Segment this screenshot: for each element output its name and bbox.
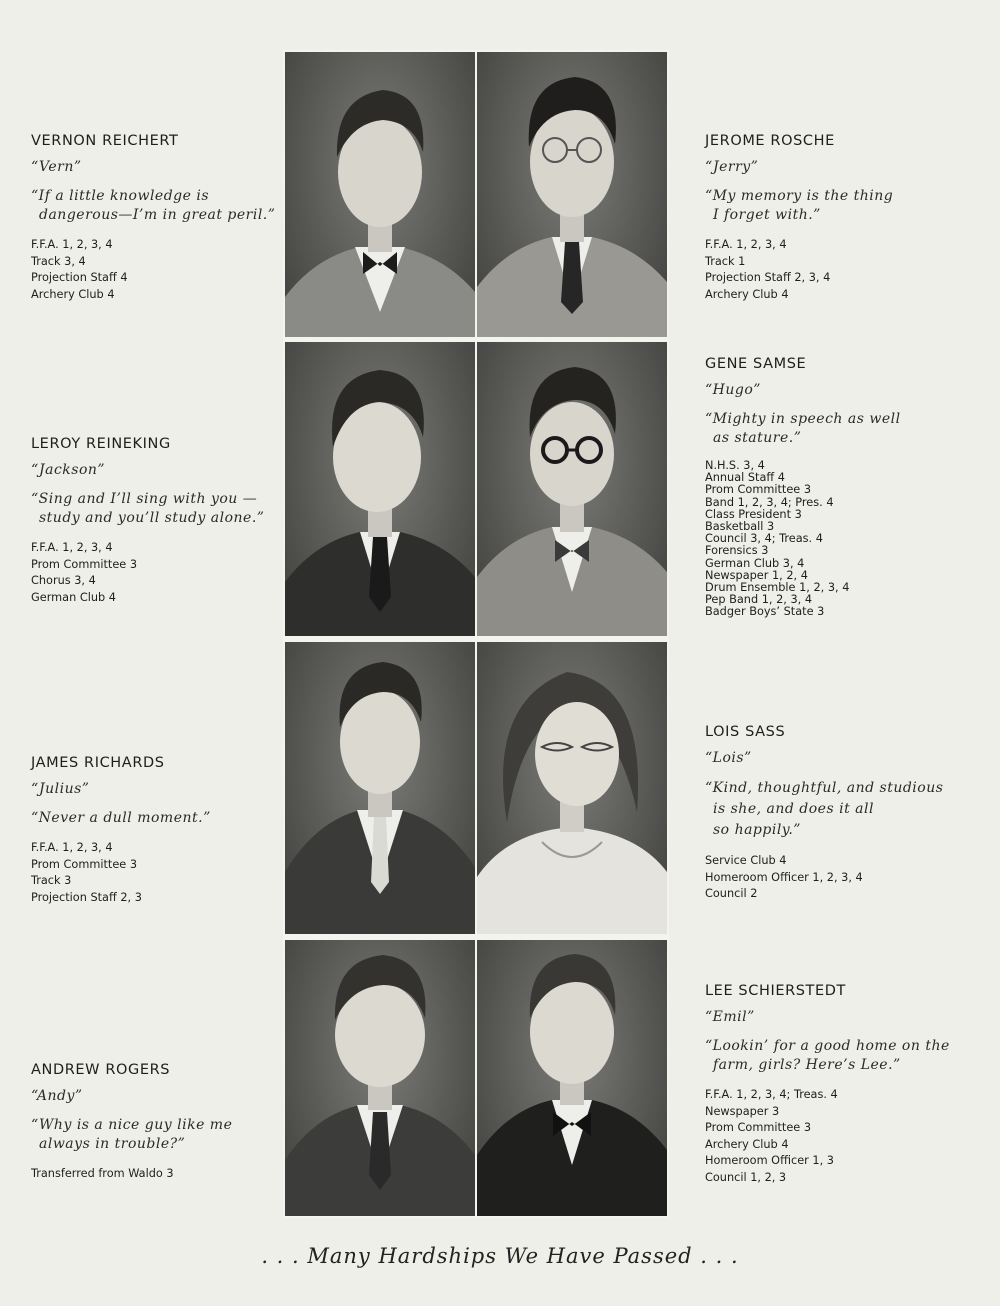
activity-item: Archery Club 4 bbox=[31, 287, 115, 301]
quote-line: as stature.” bbox=[713, 430, 802, 446]
activity-item: Track 3 bbox=[31, 874, 72, 887]
activity-item: F.F.A. 1, 2, 3, 4 bbox=[31, 841, 113, 854]
activity-item: Annual Staff 4 bbox=[705, 471, 785, 485]
activity-item: Service Club 4 bbox=[705, 854, 787, 867]
quote-line: “Lookin’ for a good home on the bbox=[705, 1038, 950, 1054]
entry-lois-sass bbox=[705, 724, 965, 903]
student-name: GENE SAMSE bbox=[705, 356, 807, 372]
activity-item: German Club 4 bbox=[31, 590, 116, 604]
student-quote bbox=[705, 778, 965, 841]
student-name: LEROY REINEKING bbox=[31, 436, 171, 452]
portrait-gene-samse bbox=[477, 342, 667, 636]
activity-list bbox=[31, 237, 291, 303]
activity-item: Pep Band 1, 2, 3, 4 bbox=[705, 593, 813, 607]
student-quote bbox=[705, 410, 965, 448]
activity-item: Prom Committee 3 bbox=[31, 557, 138, 571]
activity-item: F.F.A. 1, 2, 3, 4 bbox=[31, 541, 113, 554]
activity-item: Transferred from Waldo 3 bbox=[31, 1167, 174, 1180]
activity-item: Drum Ensemble 1, 2, 3, 4 bbox=[705, 581, 850, 595]
activity-item: Newspaper 3 bbox=[705, 1104, 780, 1118]
student-nickname: “Lois” bbox=[705, 750, 752, 766]
activity-item: Projection Staff 4 bbox=[31, 271, 128, 284]
portrait-james-richards bbox=[285, 642, 475, 934]
student-nickname: “Julius” bbox=[31, 781, 90, 797]
quote-line: I forget with.” bbox=[713, 207, 821, 223]
entry-vernon-reichert bbox=[31, 133, 291, 303]
activity-item: N.H.S. 3, 4 bbox=[705, 459, 765, 472]
quote-line: “My memory is the thing bbox=[705, 188, 894, 204]
entry-jerome-rosche bbox=[705, 133, 965, 303]
activity-item: F.F.A. 1, 2, 3, 4; Treas. 4 bbox=[705, 1088, 838, 1101]
student-nickname: “Jackson” bbox=[31, 462, 106, 478]
activity-item: Prom Committee 3 bbox=[705, 1121, 812, 1134]
student-quote bbox=[705, 187, 965, 225]
portrait-andrew-rogers bbox=[285, 940, 475, 1216]
portrait-lois-sass bbox=[477, 642, 667, 934]
student-quote bbox=[705, 1037, 965, 1075]
student-quote bbox=[31, 1116, 291, 1154]
portrait-lee-schierstedt bbox=[477, 940, 667, 1216]
student-name: JAMES RICHARDS bbox=[31, 755, 165, 771]
activity-item: F.F.A. 1, 2, 3, 4 bbox=[31, 238, 113, 251]
quote-line: dangerous—I’m in great peril.” bbox=[39, 207, 276, 223]
entry-lee-schierstedt bbox=[705, 983, 965, 1186]
entry-andrew-rogers bbox=[31, 1062, 291, 1183]
activity-list bbox=[31, 540, 291, 606]
quote-line: study and you’ll study alone.” bbox=[39, 510, 265, 526]
activity-item: Projection Staff 2, 3, 4 bbox=[705, 271, 831, 284]
activity-item: Band 1, 2, 3, 4; Pres. 4 bbox=[705, 495, 834, 509]
activity-item: Projection Staff 2, 3 bbox=[31, 890, 142, 904]
student-name: LOIS SASS bbox=[705, 724, 786, 740]
activity-item: Class President 3 bbox=[705, 507, 802, 521]
portrait-leroy-reineking bbox=[285, 342, 475, 636]
activity-item: Council 2 bbox=[705, 887, 758, 900]
quote-line: “Sing and I’ll sing with you — bbox=[31, 491, 258, 507]
activity-list bbox=[31, 840, 291, 906]
activity-list bbox=[705, 1087, 965, 1186]
portrait-jerome-rosche bbox=[477, 52, 667, 337]
quote-line: “Mighty in speech as well bbox=[705, 411, 901, 427]
activity-item: Prom Committee 3 bbox=[31, 857, 138, 871]
student-name: ANDREW ROGERS bbox=[31, 1062, 171, 1078]
quote-line: “If a little knowledge is bbox=[31, 188, 210, 204]
page-footer-caption: . . . Many Hardships We Have Passed . . . bbox=[261, 1244, 739, 1268]
activity-item: Archery Club 4 bbox=[705, 287, 789, 301]
activity-item: F.F.A. 1, 2, 3, 4 bbox=[705, 238, 787, 251]
quote-line: “Never a dull moment.” bbox=[31, 810, 211, 826]
student-name: LEE SCHIERSTEDT bbox=[705, 983, 847, 999]
quote-line: is she, and does it all bbox=[713, 801, 874, 817]
activity-item: Newspaper 1, 2, 4 bbox=[705, 568, 808, 582]
portrait-grid bbox=[283, 50, 669, 1218]
student-nickname: “Jerry” bbox=[705, 159, 759, 175]
student-name: VERNON REICHERT bbox=[31, 133, 179, 149]
activity-list bbox=[31, 1166, 291, 1183]
activity-item: Homeroom Officer 1, 2, 3, 4 bbox=[705, 870, 863, 884]
activity-item: Track 3, 4 bbox=[31, 254, 86, 268]
activity-list bbox=[705, 853, 965, 903]
student-quote bbox=[31, 490, 291, 528]
activity-item: Council 1, 2, 3 bbox=[705, 1170, 787, 1184]
activity-item: Forensics 3 bbox=[705, 544, 769, 558]
student-nickname: “Andy” bbox=[31, 1088, 83, 1104]
portrait-vernon-reichert bbox=[285, 52, 475, 337]
activity-item: German Club 3, 4 bbox=[705, 556, 805, 570]
student-nickname: “Vern” bbox=[31, 159, 82, 175]
activity-item: Homeroom Officer 1, 3 bbox=[705, 1154, 834, 1167]
activity-list bbox=[705, 460, 965, 619]
student-quote bbox=[31, 809, 291, 828]
activity-item: Council 3, 4; Treas. 4 bbox=[705, 532, 823, 546]
activity-item: Badger Boys’ State 3 bbox=[705, 605, 825, 619]
quote-line: always in trouble?” bbox=[39, 1136, 186, 1152]
quote-line: so happily.” bbox=[713, 822, 801, 838]
activity-item: Prom Committee 3 bbox=[705, 483, 812, 497]
activity-item: Archery Club 4 bbox=[705, 1137, 789, 1151]
activity-item: Track 1 bbox=[705, 254, 746, 268]
activity-list bbox=[705, 237, 965, 303]
activity-item: Basketball 3 bbox=[705, 520, 775, 534]
student-nickname: “Hugo” bbox=[705, 382, 761, 398]
quote-line: “Why is a nice guy like me bbox=[31, 1117, 233, 1133]
entry-gene-samse bbox=[705, 356, 965, 619]
entry-james-richards bbox=[31, 755, 291, 906]
quote-line: “Kind, thoughtful, and studious bbox=[705, 780, 944, 796]
quote-line: farm, girls? Here’s Lee.” bbox=[713, 1057, 901, 1073]
student-name: JEROME ROSCHE bbox=[705, 133, 835, 149]
student-quote bbox=[31, 187, 291, 225]
student-nickname: “Emil” bbox=[705, 1009, 755, 1025]
activity-item: Chorus 3, 4 bbox=[31, 574, 96, 587]
entry-leroy-reineking bbox=[31, 436, 291, 606]
